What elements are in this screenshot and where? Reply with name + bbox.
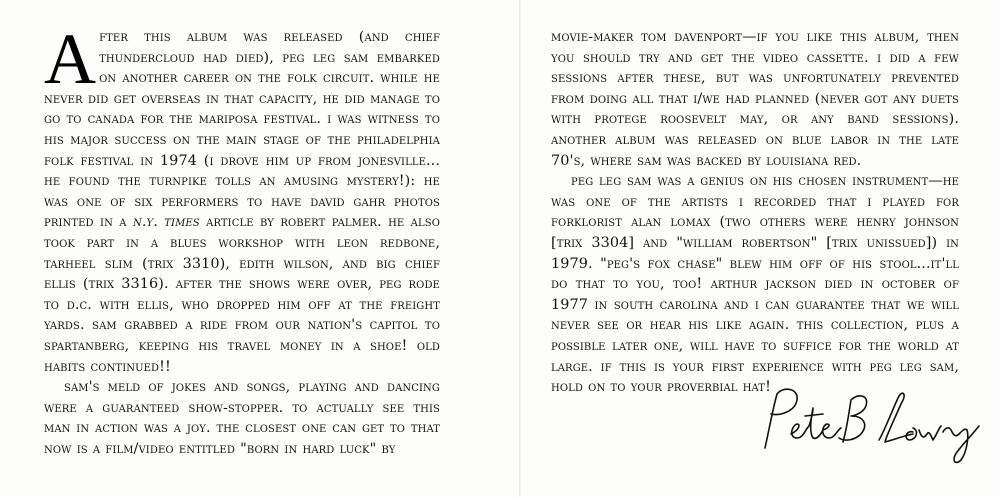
left-paragraph-1-text-b: article by robert palmer. he also took part in a blues workshop with leon redbone, tarheel slim (trix 3310), edith wilson, and big chief ellis (trix 3316). after the shows were over, peg rode to d.c. with ellis, who dropped him off at the freight yards. sam grabbed a ride from our nation's capitol to spartanberg, keeping his travel money in a shoe! old habits continued!!	[44, 214, 440, 375]
right-paragraph-1: movie-maker tom davenport—if you like this album, then you should try and get the video cassette. i did a few sessions after these, but was unfortunately prevented from doing all that i/we had planned (never got any duets with protege roosevelt may, or any band sessions). another album was released on blue labor in the late 70's, where sam was backed by louisiana red.	[551, 29, 959, 169]
signature-drawing	[747, 378, 987, 478]
right-text-column	[551, 27, 959, 398]
left-paragraph-2: sam's meld of jokes and songs, playing and dancing were a guaranteed show-stopper. to actually see this man in action was a joy. the closest one can get to that now is a film/video entitled "born in hard luck" by	[44, 379, 440, 457]
right-paragraph-2: peg leg sam was a genius on his chosen instrument—he was one of the artists i recorded that i played for forklorist alan lomax (two others were henry johnson [trix 3304] and "william robertson" [trix unissued]) in 1979. "peg's fox chase" blew him off of his stool...it'll do that to you, too! arthur jackson died in october of 1977 in south carolina and i can guarantee that we will never see or hear his like again. this collection, plus a possible later one, will have to suffice for the world at large. if this is your first experience with peg leg sam, hold on to your proverbial hat!	[551, 173, 959, 396]
right-page	[521, 0, 1000, 497]
left-paragraph-1-text-a: fter this album was released (and chief thundercloud had died), peg leg sam embarked on another career on the folk circuit. while he never did get overseas in that capacity, he did manage to go to canada for the mariposa festival. i was witness to his major success on the main stage of the philadelphia folk festival in 1974 (i drove him up from jonesville... he found the turnpike tolls an amusing mystery!): he was one of six performers to have david gahr photos printed in a	[44, 29, 440, 231]
newspaper-title: n.y. times	[132, 214, 200, 231]
left-text-column	[44, 19, 440, 459]
handwritten-signature	[747, 378, 987, 478]
left-paragraph-1	[44, 19, 440, 377]
drop-cap: A	[44, 19, 97, 99]
